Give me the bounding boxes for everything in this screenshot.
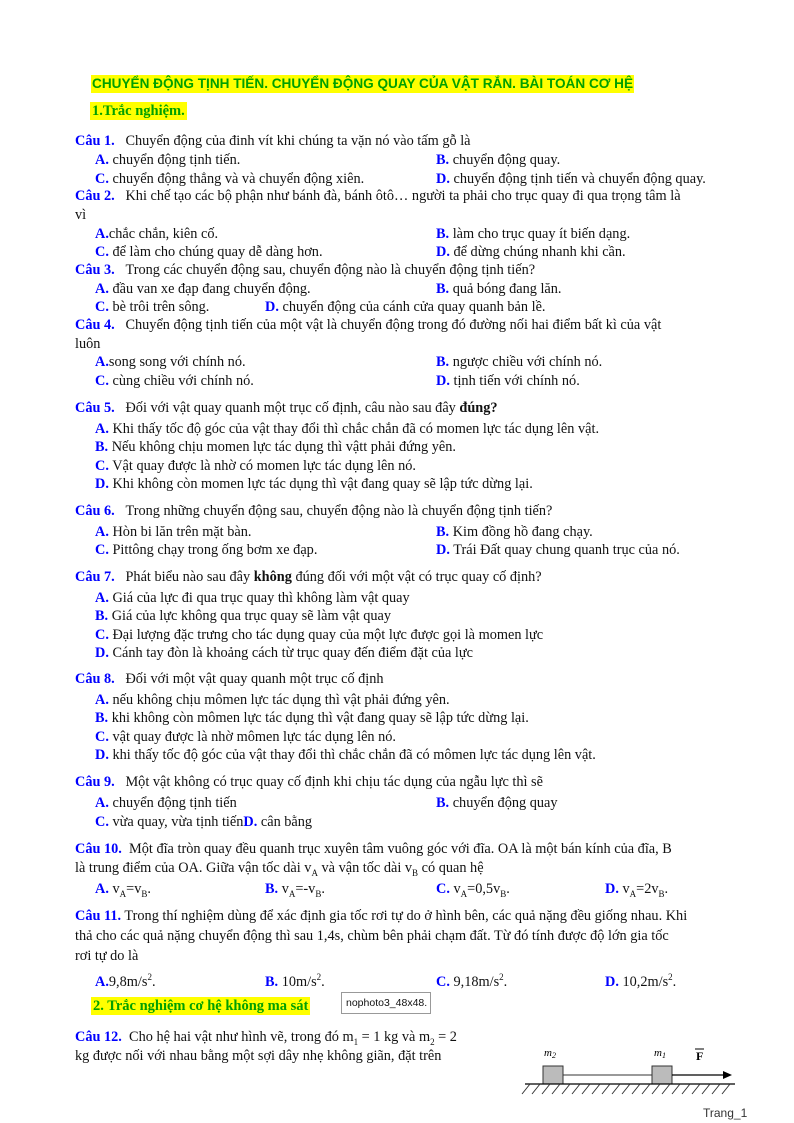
q8-option-a: A. nếu không chịu mômen lực tác dụng thì vật phải đứng yên. bbox=[95, 692, 450, 708]
q7-option-d: D. Cánh tay đòn là khoảng cách từ trục quay đến điểm đặt của lực bbox=[95, 645, 473, 661]
force-label: F bbox=[696, 1049, 704, 1063]
question-12-cont: kg được nối với nhau bằng một sợi dây nhẹ không giãn, đặt trên bbox=[75, 1048, 442, 1064]
question-11: Câu 11. Trong thí nghiệm dùng để xác định gia tốc rơi tự do ở hình bên, các quả nặng đều giống nhau. Khi bbox=[75, 908, 688, 924]
q10-option-a: A. $v_A=v_B$. bbox=[95, 881, 151, 899]
question-11-cont: thả cho các quả nặng chuyển động thì sau 1,4s, chùm bên phải chạm đất. Từ đó tính được độ lớn gia tốc bbox=[75, 928, 669, 944]
question-11-cont2: rơi tự do là bbox=[75, 948, 139, 964]
q10-option-c: C. $v_A=0,5v_B$. bbox=[436, 881, 510, 899]
q6-option-c: C. Pittông chạy trong ống bơm xe đạp. bbox=[95, 542, 318, 558]
q4-option-a: A.song song với chính nó. bbox=[95, 354, 246, 370]
q4-option-c: C. cùng chiều với chính nó. bbox=[95, 373, 254, 389]
q11-option-a: $A.9,8m/s^2$. bbox=[95, 972, 156, 990]
q1-option-b: B. chuyển động quay. bbox=[436, 152, 561, 168]
question-1 bbox=[75, 132, 471, 150]
question-9: Câu 9. Một vật không có trục quay cố định khi chịu tác dụng của ngẫu lực thì sẽ bbox=[75, 774, 543, 790]
page-number: Trang_1 bbox=[703, 1106, 748, 1120]
question-4: Câu 4. Chuyển động tịnh tiến của một vật là chuyển động trong đó đường nối hai điểm bất kì của vật bbox=[75, 317, 662, 333]
q3-option-a: A. đầu van xe đạp đang chuyển động. bbox=[95, 281, 311, 297]
question-8: Câu 8. Đối với một vật quay quanh một trục cố định bbox=[75, 671, 384, 687]
question-2-cont: vì bbox=[75, 207, 87, 223]
question-2: Câu 2. Khi chế tạo các bộ phận như bánh đà, bánh ôtô… người ta phải cho trục quay đi qua trọng tâm là bbox=[75, 188, 681, 204]
q2-option-c: C. để làm cho chúng quay dễ dàng hơn. bbox=[95, 244, 323, 260]
question-10: Câu 10. Một đĩa tròn quay đều quanh trục xuyên tâm vuông góc với đĩa. OA là một bán kính của đĩa, B bbox=[75, 841, 672, 857]
question-text: Chuyển động của đinh vít khi chúng ta vặn nó vào tấm gỗ là bbox=[125, 133, 471, 149]
q3-option-d: D. chuyển động của cánh cửa quay quanh bản lề. bbox=[265, 299, 546, 315]
question-7: Câu 7. Phát biểu nào sau đây không đúng đối với một vật có trục quay cố định? bbox=[75, 569, 542, 585]
q5-option-d: D. Khi không còn momen lực tác dụng thì vật đang quay sẽ lập tức dừng lại. bbox=[95, 476, 533, 492]
two-block-figure bbox=[520, 1040, 740, 1112]
q1-option-c: C. chuyển động thẳng và và chuyển động xiên. bbox=[95, 171, 365, 187]
force-arrowhead bbox=[723, 1071, 732, 1079]
q5-option-b: B. Nếu không chịu momen lực tác dụng thì vậtt phải đứng yên. bbox=[95, 439, 456, 455]
q8-option-d: D. khi thấy tốc độ góc của vật thay đổi thì chắc chắn đã có mômen lực tác dụng lên vật. bbox=[95, 747, 596, 763]
question-4-cont: luôn bbox=[75, 336, 101, 352]
q10-option-b: B. $v_A=-v_B$. bbox=[265, 881, 325, 899]
q11-option-c: C. $9,18m/s^2$. bbox=[436, 972, 508, 990]
q11-option-b: B. $10m/s^2$. bbox=[265, 972, 325, 990]
q4-option-b: B. ngược chiều với chính nó. bbox=[436, 354, 603, 370]
q2-option-b: B. làm cho trục quay ít biến dạng. bbox=[436, 226, 631, 242]
missing-image-placeholder: nophoto3_48x48. bbox=[341, 992, 431, 1014]
question-6: Câu 6. Trong những chuyển động sau, chuyển động nào là chuyển động tịnh tiến? bbox=[75, 503, 553, 519]
q2-option-a: A.chắc chắn, kiên cố. bbox=[95, 226, 219, 242]
question-12: Câu 12. Cho hệ hai vật như hình vẽ, trong đó $m_1 = 1$ kg và $m_2 = 2$ bbox=[75, 1029, 457, 1047]
block-m2 bbox=[543, 1066, 563, 1084]
q4-option-d: D. tịnh tiến với chính nó. bbox=[436, 373, 580, 389]
section-2-heading: 2. Trắc nghiệm cơ hệ không ma sát bbox=[93, 998, 309, 1014]
q7-option-b: B. Giá của lực không qua trục quay sẽ làm vật quay bbox=[95, 608, 392, 624]
q11-option-d: D. $10,2m/s^2$. bbox=[605, 972, 677, 990]
q8-option-b: B. khi không còn mômen lực tác dụng thì vật đang quay sẽ lập tức dừng lại. bbox=[95, 710, 529, 726]
question-5: Câu 5. Đối với vật quay quanh một trục cố định, câu nào sau đây đúng? bbox=[75, 400, 498, 416]
q3-option-c: C. bè trôi trên sông. bbox=[95, 299, 210, 315]
q3-option-b: B. quả bóng đang lăn. bbox=[436, 281, 562, 297]
q9-option-c: C. vừa quay, vừa tịnh tiếnD. cân bằng bbox=[95, 814, 313, 830]
block-m1 bbox=[652, 1066, 672, 1084]
q5-option-a: A. Khi thấy tốc độ góc của vật thay đổi thì chắc chắn đã có momen lực tác dụng lên vật. bbox=[95, 421, 600, 437]
section-1-heading: 1.Trắc nghiệm. bbox=[92, 103, 185, 119]
q8-option-c: C. vật quay được là nhờ mômen lực tác dụng lên nó. bbox=[95, 729, 397, 745]
page-title: CHUYỂN ĐỘNG TỊNH TIẾN. CHUYỂN ĐỘNG QUAY CỦA VẬT RẮN. BÀI TOÁN CƠ HỆ bbox=[92, 76, 634, 91]
q7-option-c: C. Đại lượng đặc trưng cho tác dụng quay của một lực được gọi là momen lực bbox=[95, 627, 544, 643]
question-10-cont: là trung điểm của OA. Giữa vận tốc dài $v_A$ và vận tốc dài $v_B$ có quan hệ bbox=[75, 860, 484, 878]
q9-option-b: B. chuyển động quay bbox=[436, 795, 558, 811]
q5-option-c: C. Vật quay được là nhờ có momen lực tác dụng lên nó. bbox=[95, 458, 417, 474]
m1-label: m1 bbox=[654, 1047, 666, 1060]
q9-option-a: A. chuyển động tịnh tiến bbox=[95, 795, 237, 811]
question-3: Câu 3. Trong các chuyển động sau, chuyển động nào là chuyển động tịnh tiến? bbox=[75, 262, 536, 278]
m2-label: m2 bbox=[544, 1047, 556, 1060]
q6-option-b: B. Kim đồng hồ đang chạy. bbox=[436, 524, 593, 540]
q6-option-d: D. Trái Đất quay chung quanh trục của nó. bbox=[436, 542, 680, 558]
question-label: Câu 1. bbox=[75, 133, 115, 149]
q6-option-a: A. Hòn bi lăn trên mặt bàn. bbox=[95, 524, 252, 540]
q10-option-d: D. $v_A=2v_B$. bbox=[605, 881, 669, 899]
q2-option-d: D. để dừng chúng nhanh khi cần. bbox=[436, 244, 626, 260]
q7-option-a: A. Giá của lực đi qua trục quay thì không làm vật quay bbox=[95, 590, 410, 606]
ground-hatching bbox=[522, 1084, 730, 1094]
q1-option-d: D. chuyển động tịnh tiến và chuyển động quay. bbox=[436, 171, 706, 187]
q1-option-a: A. chuyển động tịnh tiến. bbox=[95, 152, 241, 168]
